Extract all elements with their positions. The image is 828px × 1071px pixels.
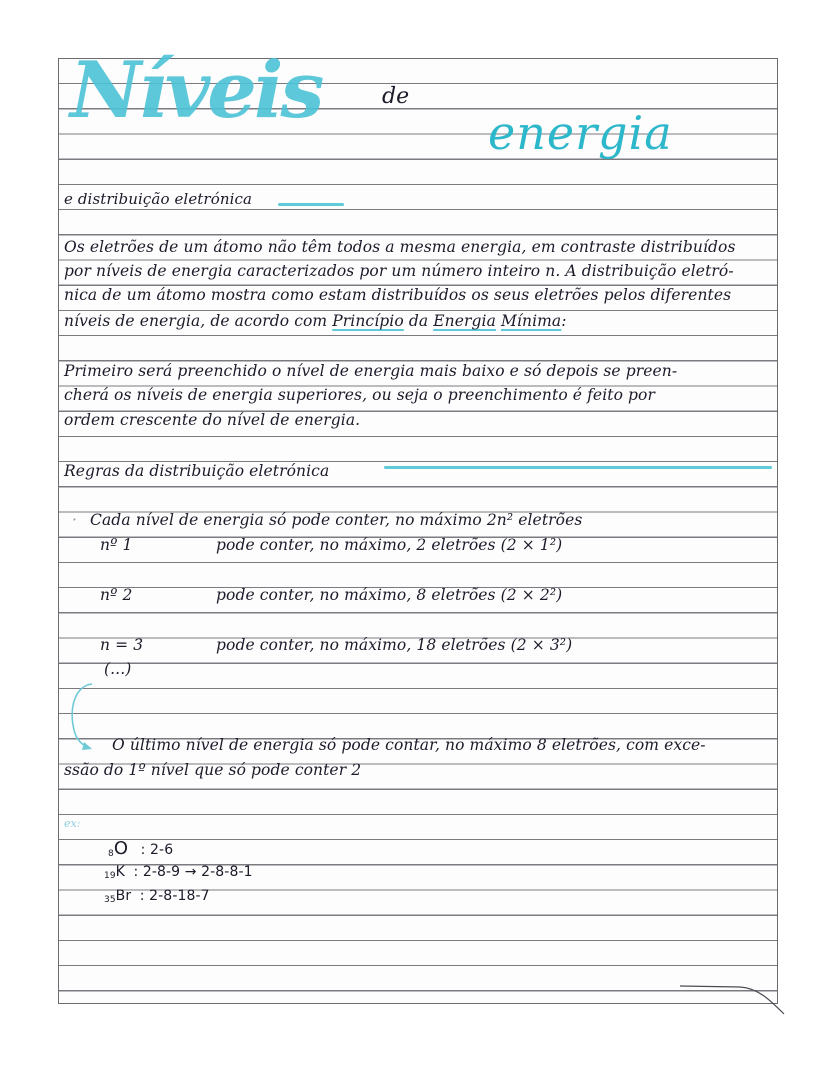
intro-line-3: nica de um átomo mostra como estam distribuídos os seus eletrões pelos diferentes — [64, 286, 732, 304]
example-bromine-config: : 2-8-18-7 — [139, 888, 210, 904]
rules-heading: Regras da distribuição eletrónica — [64, 462, 330, 480]
level-1-text: pode conter, no máximo, 2 eletrões (2 × 1²) — [216, 536, 563, 554]
ellipsis: (...) — [104, 660, 132, 678]
intro-line-2: por níveis de energia caracterizados por um número inteiro n. A distribuição eletró- — [64, 262, 734, 280]
main-rule: Cada nível de energia só pode conter, no máximo 2n² eletrões — [90, 511, 583, 529]
level-3-label: n = 3 — [100, 636, 144, 654]
title-niveis: Níveis — [70, 45, 322, 136]
example-potassium-config: : 2-8-9 → 2-8-8-1 — [133, 864, 253, 880]
subtitle-accent-line — [278, 203, 344, 206]
example-oxygen-symbol: O — [113, 838, 129, 859]
last-level-rule-line-1: O último nível de energia só pode contar, no máximo 8 eletrões, com exce- — [112, 736, 706, 754]
example-bromine-z: 35 — [104, 895, 116, 905]
principle-word-3: Energia — [433, 312, 496, 330]
example-oxygen — [108, 838, 173, 859]
level-1-label: nº 1 — [100, 536, 133, 554]
example-oxygen-z: 8 — [108, 849, 114, 859]
level-3-text: pode conter, no máximo, 18 eletrões (2 × 3²) — [216, 636, 573, 654]
principle-line-2: cherá os níveis de energia superiores, ou seja o preenchimento é feito por — [64, 386, 656, 404]
title-energia: energia — [488, 106, 673, 160]
examples-label: ex: — [64, 817, 81, 830]
example-bromine — [104, 888, 210, 905]
example-potassium-symbol: K — [115, 864, 125, 880]
page-corner-curl-icon — [680, 980, 790, 1020]
principle-word-1: Princípio — [332, 312, 404, 330]
intro-line-4-prefix: níveis de energia, de acordo com — [64, 312, 333, 330]
principle-line-3: ordem crescente do nível de energia. — [64, 411, 361, 429]
level-2-text: pode conter, no máximo, 8 eletrões (2 × 2²) — [216, 586, 563, 604]
principle-word-4: Mínima — [500, 312, 562, 330]
intro-line-4-suffix: : — [561, 312, 567, 330]
last-level-rule-line-2: ssão do 1º nível que só pode conter 2 — [64, 761, 362, 779]
principle-line-1: Primeiro será preenchido o nível de energia mais baixo e só depois se preen- — [64, 362, 678, 380]
rules-heading-accent-line — [384, 466, 772, 469]
rule-bullet: · — [72, 511, 78, 529]
example-potassium — [104, 864, 253, 881]
level-2-label: nº 2 — [100, 586, 133, 604]
subtitle: e distribuição eletrónica — [64, 190, 253, 208]
curved-arrow-icon — [62, 676, 112, 756]
intro-line-1: Os eletrões de um átomo não têm todos a mesma energia, em contraste distribuídos — [64, 238, 736, 256]
example-bromine-symbol: Br — [115, 888, 132, 904]
title-de: de — [382, 84, 410, 109]
principle-word-2: da — [408, 312, 429, 330]
intro-line-4 — [64, 312, 567, 330]
example-potassium-z: 19 — [104, 871, 116, 881]
example-oxygen-config: : 2-6 — [140, 842, 174, 858]
